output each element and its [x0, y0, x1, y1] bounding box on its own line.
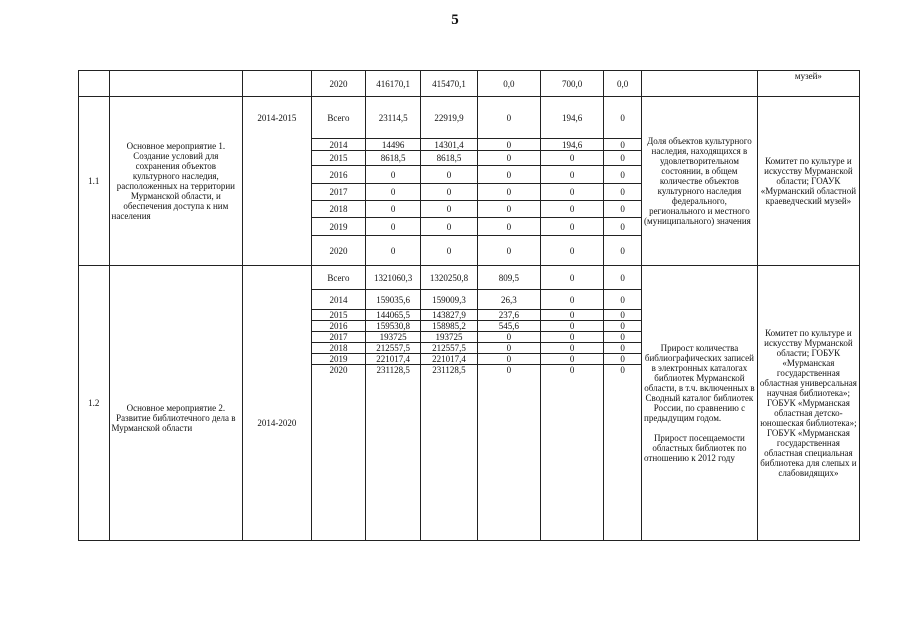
value-cell: 0 [421, 201, 478, 218]
value-cell: 0 [477, 151, 540, 166]
value-cell: 0 [541, 201, 604, 218]
year-cell: 2019 [311, 218, 366, 236]
value-cell: 0 [604, 184, 642, 201]
indicator-cell [642, 71, 758, 97]
value-cell: 0 [541, 166, 604, 184]
row-number-cell [79, 71, 110, 97]
value-cell: 0 [604, 201, 642, 218]
value-regional-cell: 415470,1 [421, 71, 478, 97]
year-cell: 2016 [311, 321, 366, 332]
value-extra-cell: 0,0 [604, 71, 642, 97]
value-cell: 0 [541, 354, 604, 365]
year-cell: 2015 [311, 151, 366, 166]
value-cell: 159009,3 [421, 290, 478, 310]
value-cell: 809,5 [477, 266, 540, 290]
value-cell: 0 [604, 218, 642, 236]
description-cell: Основное мероприятие 1. Создание условий для сохранения объектов культурного наследия, расположенных на территории Мурманской области, и обеспечения доступа к ним населения [109, 97, 243, 266]
value-cell: 193725 [421, 332, 478, 343]
period-cell: 2014-2020 [243, 266, 311, 541]
value-cell: 231128,5 [366, 365, 421, 541]
value-cell: 0 [541, 321, 604, 332]
value-cell: 1321060,3 [366, 266, 421, 290]
value-cell: 26,3 [477, 290, 540, 310]
value-cell: 0 [541, 151, 604, 166]
year-cell: 2018 [311, 343, 366, 354]
year-cell: Всего [311, 97, 366, 139]
value-cell: 0 [604, 332, 642, 343]
value-cell: 0 [541, 343, 604, 354]
value-cell: 158985,2 [421, 321, 478, 332]
value-cell: 0 [421, 184, 478, 201]
value-cell: 0 [604, 151, 642, 166]
executor-cell: музей» [757, 71, 859, 97]
value-cell: 0 [541, 290, 604, 310]
value-cell: 0 [477, 365, 540, 541]
value-cell: 0 [421, 166, 478, 184]
value-cell: 0 [477, 184, 540, 201]
row-number-cell: 1.2 [79, 266, 110, 541]
value-cell: 0 [366, 201, 421, 218]
year-cell: 2020 [311, 365, 366, 541]
value-cell: 0 [477, 97, 540, 139]
year-cell: 2019 [311, 354, 366, 365]
value-cell: 0 [541, 332, 604, 343]
value-cell: 193725 [366, 332, 421, 343]
year-cell: 2015 [311, 310, 366, 321]
value-cell: 0 [541, 236, 604, 266]
value-cell: 0 [604, 97, 642, 139]
value-cell: 0 [477, 343, 540, 354]
value-cell: 0 [541, 266, 604, 290]
value-cell: 22919,9 [421, 97, 478, 139]
period-cell [243, 71, 311, 97]
value-local-cell: 700,0 [541, 71, 604, 97]
value-cell: 0 [604, 236, 642, 266]
value-cell: 0 [477, 139, 540, 151]
value-cell: 0 [366, 184, 421, 201]
value-cell: 8618,5 [366, 151, 421, 166]
period-cell: 2014-2015 [243, 97, 311, 266]
indicator-text-1: Прирост количества библиографических записей в электронных каталогах библиотек Мурманской области, в т.ч. включенных в Сводный каталог библиотек России, по сравнению с предыдущим годом. [644, 343, 755, 423]
value-cell: 231128,5 [421, 365, 478, 541]
value-cell: 0 [366, 218, 421, 236]
value-total-cell: 416170,1 [366, 71, 421, 97]
value-cell: 0 [604, 321, 642, 332]
value-cell: 0 [541, 310, 604, 321]
description-cell [109, 71, 243, 97]
year-cell: 2017 [311, 184, 366, 201]
year-cell: 2014 [311, 290, 366, 310]
indicator-cell [642, 266, 758, 541]
value-cell: 14301,4 [421, 139, 478, 151]
value-cell: 23114,5 [366, 97, 421, 139]
value-cell: 8618,5 [421, 151, 478, 166]
value-cell: 159035,6 [366, 290, 421, 310]
value-cell: 0 [366, 236, 421, 266]
description-cell: Основное мероприятие 2. Развитие библиотечного дела в Мурманской области [109, 266, 243, 541]
value-cell: 0 [477, 236, 540, 266]
year-cell: 2020 [311, 71, 366, 97]
value-cell: 0 [421, 236, 478, 266]
value-cell: 237,6 [477, 310, 540, 321]
value-cell: 0 [477, 201, 540, 218]
value-cell: 0 [604, 343, 642, 354]
value-federal-cell: 0,0 [477, 71, 540, 97]
year-cell: 2017 [311, 332, 366, 343]
value-cell: 221017,4 [421, 354, 478, 365]
value-cell: 159530,8 [366, 321, 421, 332]
value-cell: 0 [477, 354, 540, 365]
value-cell: 0 [604, 354, 642, 365]
year-cell: 2016 [311, 166, 366, 184]
value-cell: 0 [604, 290, 642, 310]
table-row [79, 266, 860, 290]
indicator-text-2: Прирост посещаемости областных библиотек по отношению к 2012 году [644, 433, 747, 463]
row-number-cell: 1.1 [79, 97, 110, 266]
year-cell: 2020 [311, 236, 366, 266]
year-cell: 2018 [311, 201, 366, 218]
value-cell: 143827,9 [421, 310, 478, 321]
value-cell: 0 [604, 139, 642, 151]
value-cell: 212557,5 [421, 343, 478, 354]
value-cell: 0 [604, 166, 642, 184]
value-cell: 144065,5 [366, 310, 421, 321]
value-cell: 1320250,8 [421, 266, 478, 290]
value-cell: 194,6 [541, 139, 604, 151]
value-cell: 0 [604, 310, 642, 321]
table-row-continuation [79, 71, 860, 97]
value-cell: 14496 [366, 139, 421, 151]
value-cell: 221017,4 [366, 354, 421, 365]
value-cell: 0 [421, 218, 478, 236]
value-cell: 0 [541, 365, 604, 541]
program-table [78, 70, 860, 541]
value-cell: 0 [541, 218, 604, 236]
value-cell: 194,6 [541, 97, 604, 139]
executor-cell: Комитет по культуре и искусству Мурманской области; ГОАУК «Мурманский областной краеведческий музей» [757, 97, 859, 266]
year-cell: Всего [311, 266, 366, 290]
table-row [79, 97, 860, 139]
indicator-cell: Доля объектов культурного наследия, находящихся в удовлетворительном состоянии, в общем количестве объектов культурного наследия федерального, регионального и местного (муниципального) значения [642, 97, 758, 266]
value-cell: 0 [477, 166, 540, 184]
value-cell: 0 [604, 365, 642, 541]
value-cell: 0 [541, 184, 604, 201]
value-cell: 0 [366, 166, 421, 184]
value-cell: 0 [604, 266, 642, 290]
value-cell: 0 [477, 218, 540, 236]
value-cell: 0 [477, 332, 540, 343]
executor-cell: Комитет по культуре и искусству Мурманской области; ГОБУК «Мурманская государственная областная универсальная научная библиотека»; ГОБУК «Мурманская областная детско-юношеская библиотека»; ГОБУК «Мурманская государственная областная специальная библиотека для слепых и слабовидящих» [757, 266, 859, 541]
year-cell: 2014 [311, 139, 366, 151]
value-cell: 545,6 [477, 321, 540, 332]
value-cell: 212557,5 [366, 343, 421, 354]
page-number: 5 [451, 12, 459, 28]
